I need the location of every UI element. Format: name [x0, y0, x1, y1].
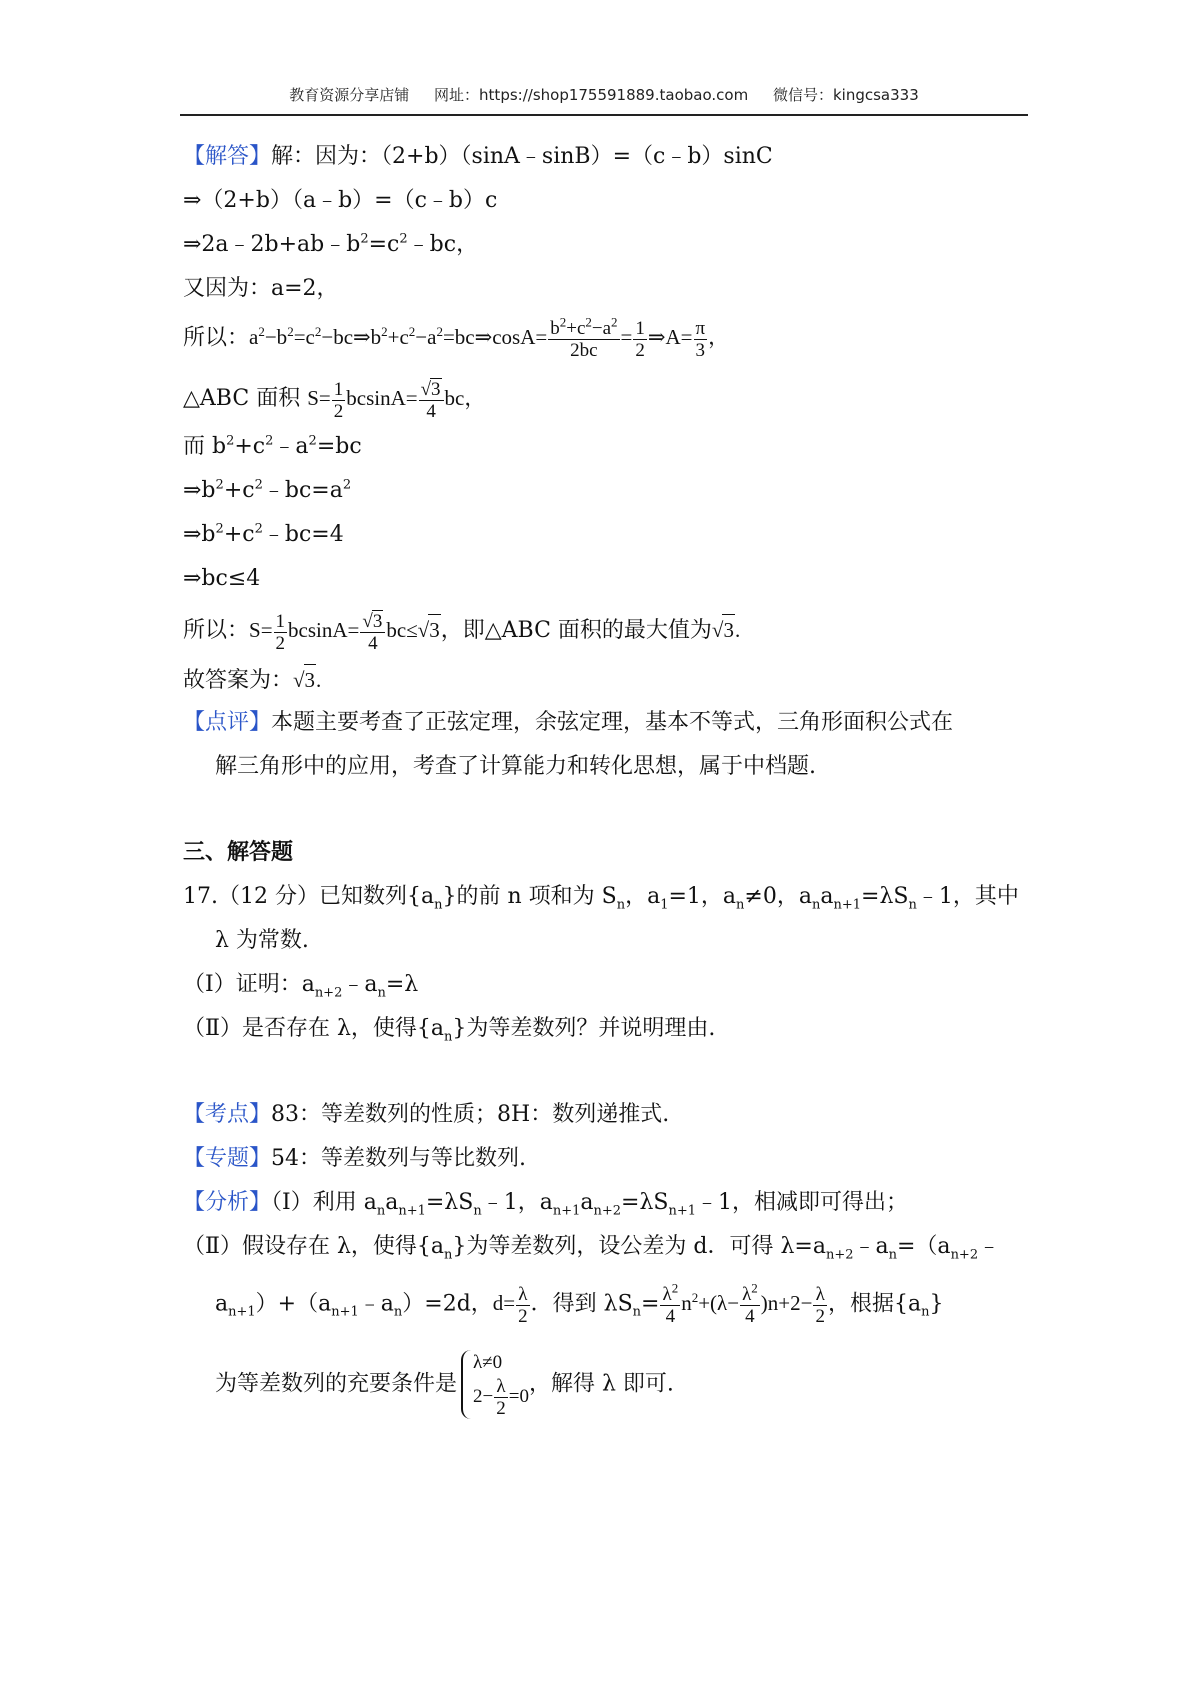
sn-formula: $\frac{\lambda^2}{4}$ $n^2+(\lambda-$ $\frac{\lambda^2}{4}$ )n+2− $\frac{\lambda}{2}$ [662, 1280, 825, 1327]
problem17-part1-prefix: （Ⅰ）证明：a [183, 972, 315, 997]
problem17-part2-suffix: }为等差数列？并说明理由. [452, 1016, 716, 1041]
answer-line-1 [183, 142, 773, 172]
answer-l12-prefix: 故答案为： [183, 668, 294, 693]
area-formula: S= $\frac{1}{2}$ bcsinA= $\frac{√3}{4}$ bc， [307, 378, 486, 422]
answer-l11-suffix: ，即△ABC 面积的最大值为 [440, 617, 712, 643]
answer-line-4: 又因为：a=2， [183, 276, 339, 301]
problem17-part2: （Ⅱ）是否存在 λ，使得$\{a_n\}$为等差数列？并说明理由. [183, 1016, 716, 1045]
answer-line-6 [183, 378, 485, 422]
d-formula: d= $\frac{\lambda}{2}$ [492, 1284, 528, 1327]
condition-brace: λ≠0 2− $\frac{\lambda}{2}$ =0 [461, 1350, 529, 1419]
answer-line-12: 故答案为：√3. [183, 664, 321, 696]
zhuanti-line [183, 1144, 526, 1174]
header-shop: 教育资源分享店铺 [289, 86, 410, 104]
kaodian-line [183, 1100, 669, 1130]
answer-intro: 解：因为：（2+b）（sinA﹣sinB）=（c﹣b）sinC [271, 144, 773, 169]
fenxi-cond-suffix: ，解得 λ 即可. [528, 1371, 674, 1397]
header-wechat: 微信号：kingcsa333 [772, 86, 919, 104]
comment-line-1 [183, 708, 953, 738]
fenxi-line-1: 【分析】（Ⅰ）利用 $a_na_{n+1}=\lambda S_n﹣1$，$a_{n+1}a_{n+2}=\lambda S_{n+1}﹣1$，相减即可得出； [183, 1190, 909, 1219]
answer-line-3: $\Rightarrow 2a﹣2b+ab﹣b^2=c^2﹣bc$， [183, 231, 479, 257]
fenxi-line-4 [215, 1350, 674, 1419]
problem17-line-1: 17.（12 分）已知数列$\{a_n\}$的前 n 项和为 $S_n$，$a_1=1$，$a_n\ne 0$，$a_na_{n+1}=\lambda S_n﹣1$，其中 [183, 884, 1019, 913]
comment-text-1: 本题主要考查了正弦定理，余弦定理，基本不等式，三角形面积公式在 [271, 710, 954, 735]
fenxi-part2-label: （Ⅱ）假设存在 λ，使得{a [183, 1234, 445, 1259]
answer-l5-prefix: 所以： [183, 325, 250, 351]
comment-tag: 【点评】 [183, 710, 272, 735]
section-title: 三、解答题 [183, 840, 294, 865]
answer-l7-prefix: 而 b [183, 434, 227, 459]
answer-l6-prefix: △ABC 面积 [183, 385, 301, 411]
comment-line-2: 解三角形中的应用，考查了计算能力和转化思想，属于中档题. [215, 754, 816, 779]
max-area-formula: S= $\frac{1}{2}$ bcsinA= $\frac{√3}{4}$ bc≤√3 [249, 610, 440, 654]
header-url: 网址：https://shop175591889.taobao.com [434, 86, 749, 104]
problem17-part1: （Ⅰ）证明：$a_{n+2}﹣a_n=\lambda$ [183, 972, 419, 1001]
kaodian-tag: 【考点】 [183, 1102, 272, 1127]
problem17-part2-prefix: （Ⅱ）是否存在 λ，使得{a [183, 1016, 445, 1041]
fenxi-part1-end: ﹣1，相减即可得出； [696, 1190, 909, 1215]
page-header [180, 84, 1028, 116]
problem17-lead: 17.（12 分）已知数列{a [183, 884, 435, 909]
cos-formula: $a^2-b^2=c^2-bc\Rightarrow b^2+c^2-a^2=bc\Rightarrow\cos A=$ $\frac{b^2+c^2-a^2}{2bc}$ = $\frac{1}{2}$ ⇒A= $\frac{\pi}{3}$ ， [249, 314, 730, 361]
fenxi-part2-mid: }为等差数列，设公差为 d．可得 λ=a [452, 1234, 826, 1259]
fenxi-tag: 【分析】 [183, 1190, 272, 1215]
problem17-line-2: λ 为常数. [215, 928, 309, 953]
answer-line-2: ⇒（2+b）（a﹣b）=（c﹣b）c [183, 188, 498, 213]
fenxi-line-3: $a_{n+1})+(a_{n+1}﹣a_n)=2d$，d= $\frac{\lambda}{2}$ ．得到 $\lambda S_n=$ $\frac{\lambda^2}{4}$ $n^2+(\lambda-$ $\frac{\lambda^2}{4}$ )n+2− $\frac{\lambda}{2}$ ，根据$\{a_n\}$ [215, 1280, 944, 1327]
answer-tag: 【解答】 [183, 144, 272, 169]
answer-line-11: 所以：S= $\frac{1}{2}$ bcsinA= $\frac{√3}{4}$ bc≤√3，即△ABC 面积的最大值为√3. [183, 610, 741, 654]
answer-line-9: $\Rightarrow b^2+c^2﹣bc=4$ [183, 521, 344, 547]
fenxi-line-2: （Ⅱ）假设存在 λ，使得$\{a_n\}$为等差数列，设公差为 d．可得 $\lambda=a_{n+2}﹣a_n=(a_{n+2}﹣$ [183, 1234, 1001, 1263]
kaodian-text: 83：等差数列的性质；8H：数列递推式. [271, 1102, 670, 1127]
fenxi-cond-prefix: 为等差数列的充要条件是 [215, 1371, 458, 1397]
zhuanti-tag: 【专题】 [183, 1146, 272, 1171]
answer-line-7: 而 $b^2+c^2﹣a^2=bc$ [183, 433, 362, 459]
answer-line-8: $\Rightarrow b^2+c^2﹣bc=a^2$ [183, 477, 352, 503]
answer-line-10: ⇒bc≤4 [183, 566, 261, 591]
answer-l11-prefix: 所以： [183, 617, 250, 643]
answer-line-5 [183, 314, 730, 361]
fenxi-part1-label: （Ⅰ）利用 a [271, 1190, 377, 1215]
zhuanti-text: 54：等差数列与等比数列. [271, 1146, 527, 1171]
